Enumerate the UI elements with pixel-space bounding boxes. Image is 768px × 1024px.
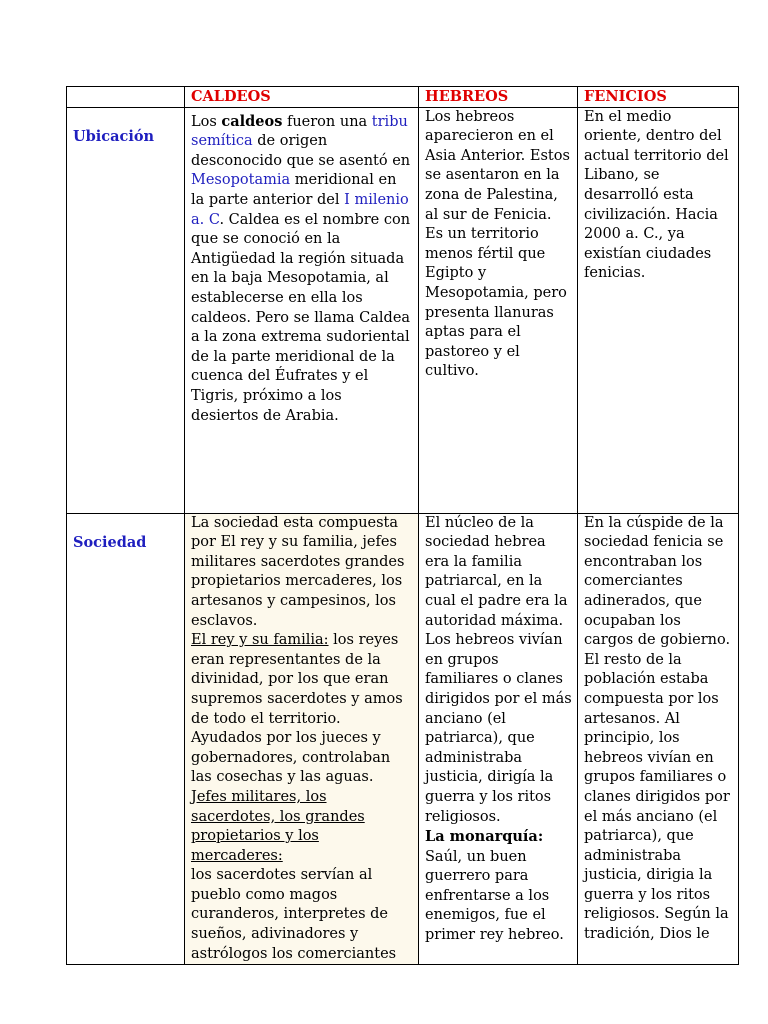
- text-run: meridional en la parte anterior del: [191, 172, 397, 208]
- hebreos-sociedad-heading: [425, 827, 572, 848]
- text-run: de origen desconocido que se asentó en: [191, 133, 411, 169]
- link-milenio[interactable]: I milenio a. C: [191, 191, 409, 228]
- link-mesopotamia[interactable]: Mesopotamia: [191, 172, 291, 189]
- text-run: los reyes eran representantes de la divinidad, por los que eran supremos sacerdotes y amos de todo el territorio. Ayudados por los jueces y gobernadores, controlaban las cosechas y las aguas.: [191, 632, 403, 786]
- header-caldeos: CALDEOS: [185, 87, 419, 108]
- row-label-text: Sociedad: [73, 533, 147, 551]
- text-run: fueron una: [282, 113, 372, 130]
- caldeos-sociedad-p3: [191, 788, 413, 866]
- caldeos-sociedad-p4: los sacerdotes servían al pueblo como magos curanderos, interpretes de sueños, adivinadores y astrólogos los comerciantes: [191, 867, 397, 962]
- row-label-sociedad: [67, 513, 185, 965]
- text-run: Los: [191, 113, 222, 130]
- caldeos-ubicacion-text: [191, 112, 413, 427]
- cell-ubicacion-caldeos: [185, 107, 419, 513]
- hebreos-sociedad-p2: Saúl, un buen guerrero para enfrentarse a los enemigos, fue el primer rey hebreo.: [425, 848, 564, 944]
- hebreos-sociedad-p1: El núcleo de la sociedad hebrea era la familia patriarcal, en la cual el padre era la autoridad máxima. Los hebreos vivían en grupos familiares o clanes dirigidos por el más anciano (el patriarca), que administraba justicia, dirigía la guerra y los ritos religiosos.: [425, 514, 572, 825]
- table-header-row: [67, 87, 739, 108]
- bold-heading: La monarquía:: [425, 828, 544, 846]
- comparison-table: [66, 86, 739, 965]
- header-empty-cell: [67, 87, 185, 108]
- text-run: . Caldea es el nombre con que se conoció en la Antigüedad la región situada en la baja Mesopotamia, al establecerse en ella los caldeos. Pero se llama Caldea a la zona extrema sudoriental de la parte meridional de la cuenca del Éufrates y el Tigris, próximo a los desiertos de Arabia.: [191, 211, 411, 424]
- header-hebreos: HEBREOS: [419, 87, 578, 108]
- table-row-sociedad: [67, 513, 739, 965]
- fenicios-sociedad-text: En la cúspide de la sociedad fenicia se encontraban los comerciantes adinerados, que ocupaban los cargos de gobierno. El resto de la población estaba compuesta por los artesanos. Al principio, los hebreos vivían en grupos familiares o clanes dirigidos por el más anciano (el patriarca), que administraba justicia, dirigia la guerra y los ritos religiosos. Según la tradición, Dios le: [584, 514, 731, 943]
- header-fenicios: FENICIOS: [578, 87, 739, 108]
- row-label-ubicacion: [67, 107, 185, 513]
- cell-sociedad-hebreos: [419, 513, 578, 965]
- cell-sociedad-caldeos: [185, 513, 419, 965]
- underlined-heading: El rey y su familia:: [191, 632, 329, 649]
- cell-ubicacion-hebreos: [419, 107, 578, 513]
- row-label-text: Ubicación: [73, 127, 155, 145]
- table-row-ubicacion: [67, 107, 739, 513]
- fenicios-ubicacion-text: En el medio oriente, dentro del actual territorio del Libano, se desarrolló esta civilización. Hacia 2000 a. C., ya existían ciudades fenicias.: [584, 108, 729, 282]
- cell-sociedad-fenicios: [578, 513, 739, 965]
- cell-ubicacion-fenicios: [578, 107, 739, 513]
- link-tribu-semitica[interactable]: tribu semítica: [191, 113, 408, 150]
- caldeos-sociedad-p1: La sociedad esta compuesta por El rey y su familia, jefes militares sacerdotes grandes propietarios mercaderes, los artesanos y campesinos, los esclavos.: [191, 514, 405, 629]
- bold-term: caldeos: [221, 112, 283, 130]
- hebreos-ubicacion-text: Los hebreos aparecieron en el Asia Anterior. Estos se asentaron en la zona de Palestina, al sur de Fenicia. Es un territorio menos fértil que Egipto y Mesopotamia, pero presenta llanuras aptas para el pastoreo y el cultivo.: [425, 108, 570, 380]
- caldeos-sociedad-p2: [191, 631, 413, 788]
- underlined-heading: Jefes militares, los sacerdotes, los grandes propietarios y los mercaderes:: [191, 788, 365, 864]
